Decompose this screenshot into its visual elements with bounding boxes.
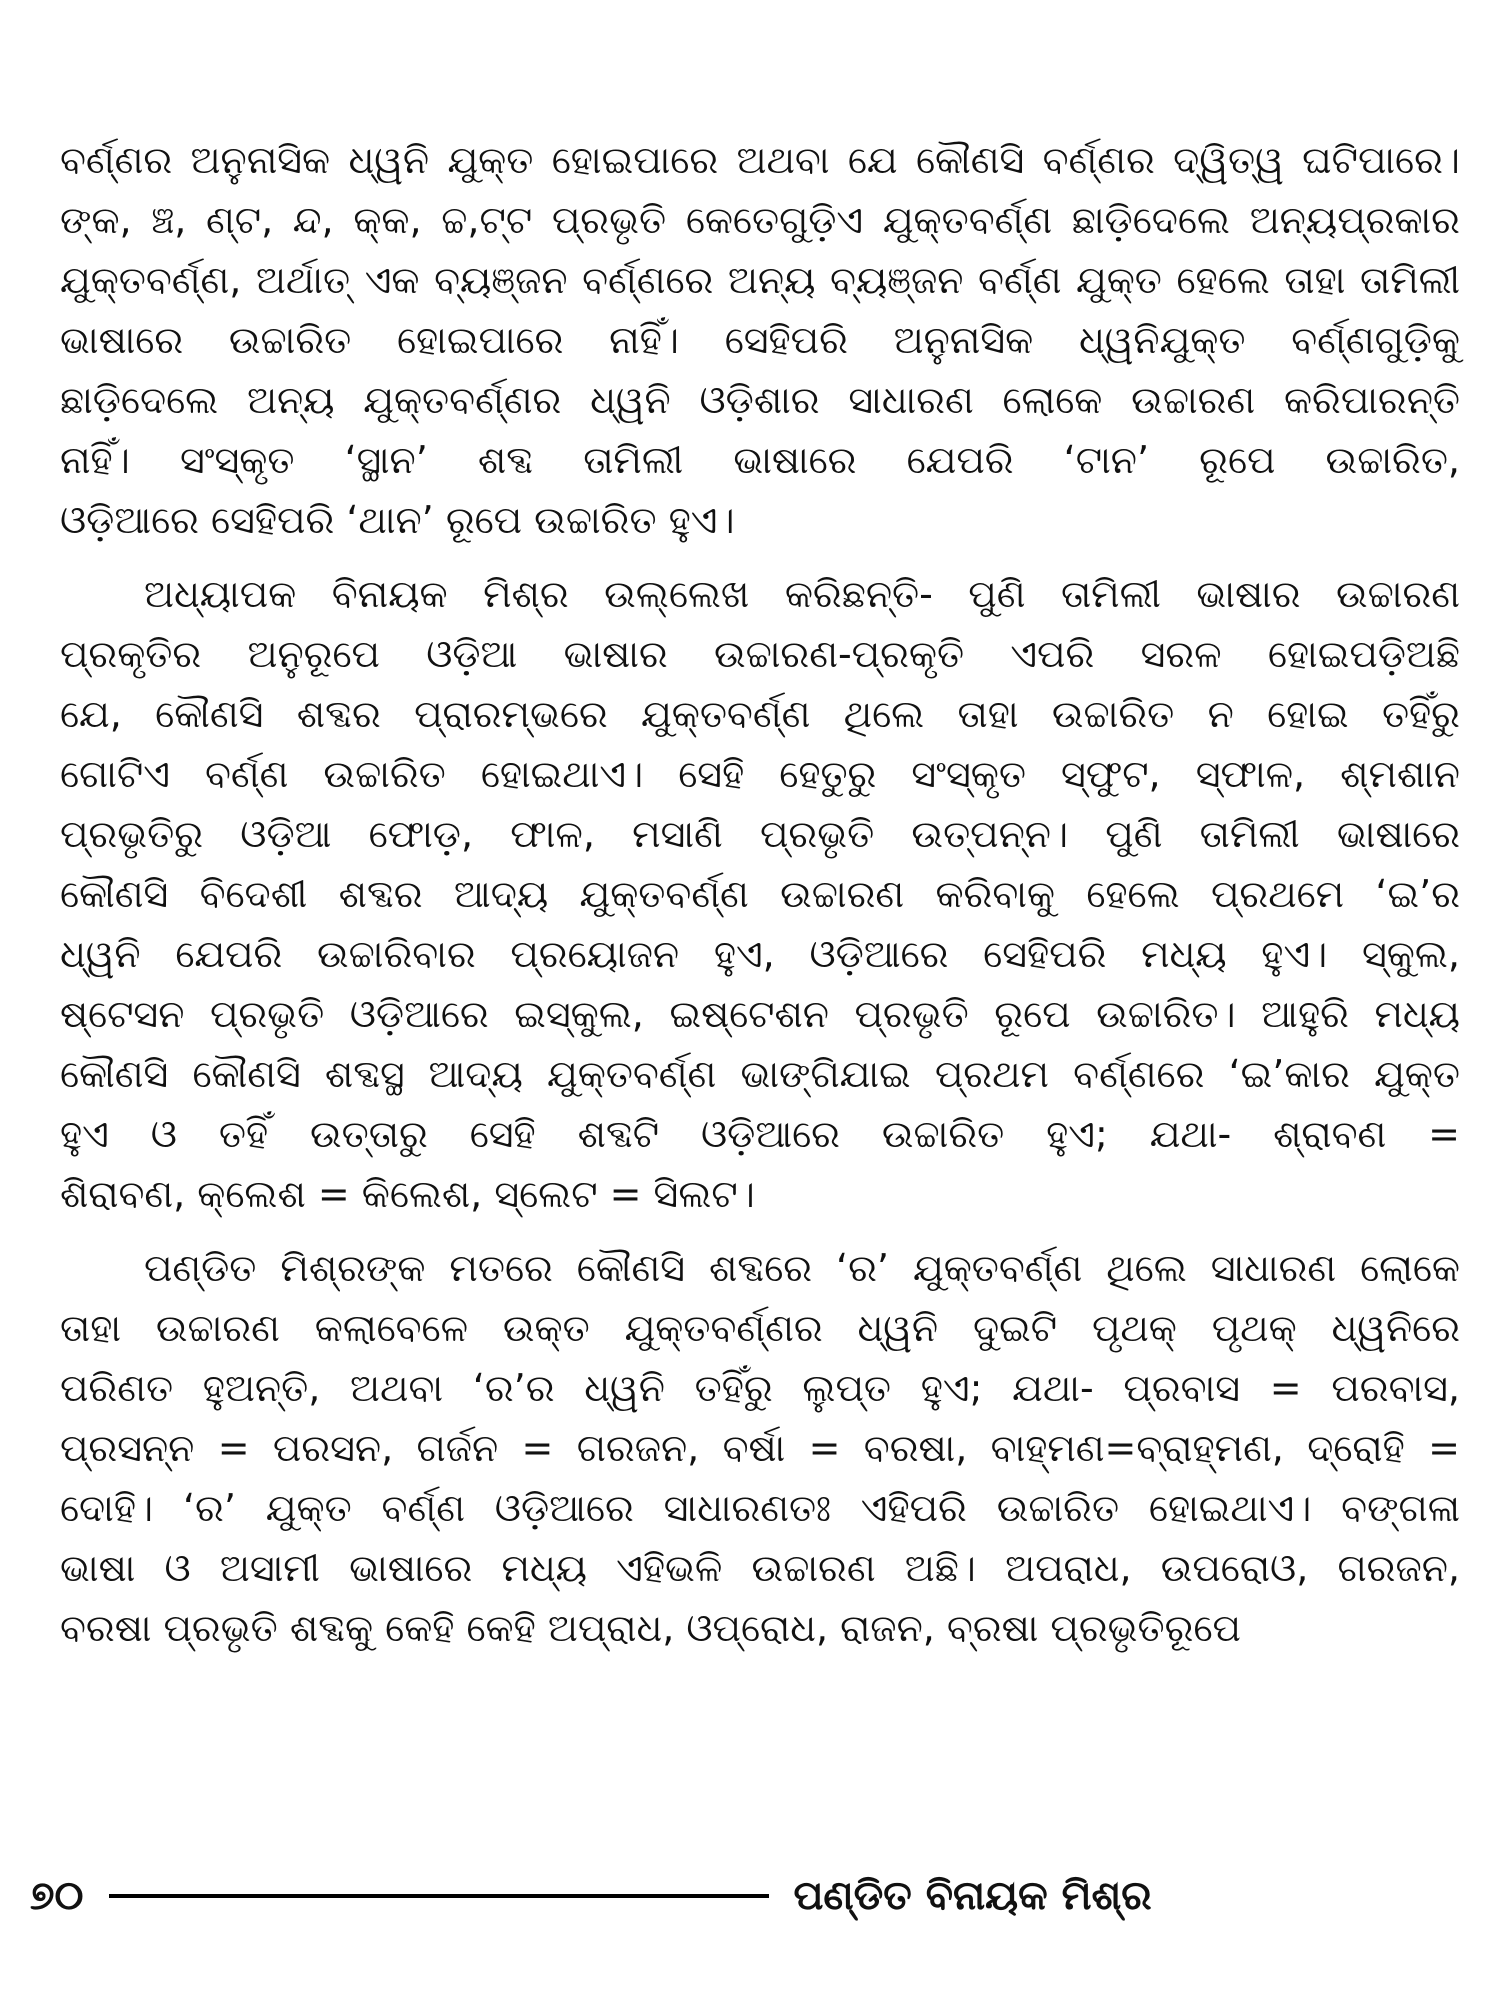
text-line: ଛାଡ଼ିଦେଲେ ଅନ୍ୟ ଯୁକ୍ତବର୍ଣ୍ଣର ଧ୍ୱନି ଓଡ଼ିଶାର ସାଧାରଣ ଲୋକେ ଉଚ୍ଚାରଣ କରିପାରନ୍ତି (60, 378, 1460, 422)
text-line: ପ୍ରସନ୍ନ = ପରସନ, ଗର୍ଜନ = ଗରଜନ, ବର୍ଷା = ବରଷା, ବାହ୍ମଣ=ବ୍ରାହ୍ମଣ, ଦ୍ରୋହି = (60, 1426, 1460, 1470)
text-line: ବରଷା ପ୍ରଭୃତି ଶବ୍ଦକୁ କେହି କେହି ଅପ୍ରାଧ, ଓପ୍ରୋଧ, ରାଜନ, ବ୍ରଷା ପ୍ରଭୃତିରୂପେ (60, 1606, 1241, 1650)
text-line: ନାହିଁ। ସଂସ୍କୃତ ‘ସ୍ଥାନ’ ଶବ୍ଦ ତାମିଲୀ ଭାଷାରେ ଯେପରି ‘ଟାନ’ ରୂପେ ଉଚ୍ଚାରିତ, (60, 438, 1460, 482)
text-line: ଭାଷାରେ ଉଚ୍ଚାରିତ ହୋଇପାରେ ନାହିଁ। ସେହିପରି ଅନୁନାସିକ ଧ୍ୱନିଯୁକ୍ତ ବର୍ଣ୍ଣଗୁଡ଼ିକୁ (60, 318, 1460, 362)
text-line: ଙ୍କ, ଞ୍ଚ, ଣ୍ଟ, ନ୍ଦ, କ୍କ, ଚ୍ଚ,ଟ୍ଟ ପ୍ରଭୃତି କେତେଗୁଡ଼ିଏ ଯୁକ୍ତବର୍ଣ୍ଣ ଛାଡ଼ିଦେଲେ ଅନ୍ୟପ୍ରକାର (60, 198, 1460, 242)
footer-rule (109, 1894, 769, 1898)
text-line: କୌଣସି କୌଣସି ଶବ୍ଦସ୍ଥ ଆଦ୍ୟ ଯୁକ୍ତବର୍ଣ୍ଣ ଭାଙ୍ଗିଯାଇ ପ୍ରଥମ ବର୍ଣ୍ଣରେ ‘ଇ’କାର ଯୁକ୍ତ (60, 1052, 1460, 1096)
text-line: ଓଡ଼ିଆରେ ସେହିପରି ‘ଥାନ’ ରୂପେ ଉଚ୍ଚାରିତ ହୁଏ। (60, 498, 735, 542)
text-line: ପଣ୍ଡିତ ମିଶ୍ରଙ୍କ ମତରେ କୌଣସି ଶବ୍ଦରେ ‘ର’ ଯୁକ୍ତବର୍ଣ୍ଣ ଥିଲେ ସାଧାରଣ ଲୋକେ (144, 1246, 1460, 1290)
paragraph (60, 564, 1460, 1224)
text-line: ଭାଷା ଓ ଅସାମୀ ଭାଷାରେ ମଧ୍ୟ ଏହିଭଳି ଉଚ୍ଚାରଣ ଅଛି। ଅପରାଧ, ଉପରୋଓ, ଗରଜନ, (60, 1546, 1460, 1590)
text-line: ବର୍ଣ୍ଣର ଅନୁନାସିକ ଧ୍ୱନି ଯୁକ୍ତ ହୋଇପାରେ ଅଥବା ଯେ କୌଣସି ବର୍ଣ୍ଣର ଦ୍ୱିତ୍ୱ ଘଟିପାରେ। (60, 138, 1460, 182)
text-line: ପରିଣତ ହୁଅନ୍ତି, ଅଥବା ‘ର’ର ଧ୍ୱନି ତହିଁରୁ ଲୁପ୍ତ ହୁଏ; ଯଥା- ପ୍ରବାସ = ପରବାସ, (60, 1366, 1460, 1410)
text-line: ହୁଏ ଓ ତହିଁ ଉତ୍ତାରୁ ସେହି ଶବ୍ଦଟି ଓଡ଼ିଆରେ ଉଚ୍ଚାରିତ ହୁଏ; ଯଥା- ଶ୍ରାବଣ = (60, 1112, 1460, 1156)
text-line: କୌଣସି ବିଦେଶୀ ଶବ୍ଦର ଆଦ୍ୟ ଯୁକ୍ତବର୍ଣ୍ଣ ଉଚ୍ଚାରଣ କରିବାକୁ ହେଲେ ପ୍ରଥମେ ‘ଇ’ର (60, 872, 1460, 916)
text-line: ତାହା ଉଚ୍ଚାରଣ କଲାବେଳେ ଉକ୍ତ ଯୁକ୍ତବର୍ଣ୍ଣର ଧ୍ୱନି ଦୁଇଟି ପୃଥକ୍ ପୃଥକ୍ ଧ୍ୱନିରେ (60, 1306, 1460, 1350)
text-line: ଶିରାବଣ, କ୍ଲେଶ = କିଲେଶ, ସ୍ଲେଟ = ସିଲଟ। (60, 1172, 755, 1216)
page-number: ୭୦ (30, 1873, 84, 1919)
text-line: ଅଧ୍ୟାପକ ବିନାୟକ ମିଶ୍ର ଉଲ୍ଲେଖ କରିଛନ୍ତି- ପୁଣି ତାମିଲୀ ଭାଷାର ଉଚ୍ଚାରଣ (144, 572, 1460, 616)
page-footer (30, 1866, 1210, 1926)
text-line: ଯେ, କୌଣସି ଶବ୍ଦର ପ୍ରାରମ୍ଭରେ ଯୁକ୍ତବର୍ଣ୍ଣ ଥିଲେ ତାହା ଉଚ୍ଚାରିତ ନ ହୋଇ ତହିଁରୁ (60, 692, 1460, 736)
running-title: ପଣ୍ଡିତ ବିନାୟକ ମିଶ୍ର (793, 1873, 1152, 1919)
text-line: ଦୋହି। ‘ର’ ଯୁକ୍ତ ବର୍ଣ୍ଣ ଓଡ଼ିଆରେ ସାଧାରଣତଃ ଏହିପରି ଉଚ୍ଚାରିତ ହୋଇଥାଏ। ବଙ୍ଗଳା (60, 1486, 1460, 1530)
text-line: ଷ୍ଟେସନ ପ୍ରଭୃତି ଓଡ଼ିଆରେ ଇସ୍କୁଲ, ଇଷ୍ଟେଶନ ପ୍ରଭୃତି ରୂପେ ଉଚ୍ଚାରିତ। ଆହୁରି ମଧ୍ୟ (60, 992, 1460, 1036)
paragraph (60, 130, 1460, 550)
text-line: ଗୋଟିଏ ବର୍ଣ୍ଣ ଉଚ୍ଚାରିତ ହୋଇଥାଏ। ସେହି ହେତୁରୁ ସଂସ୍କୃତ ସ୍ଫୁଟ, ସ୍ଫାଳ, ଶ୍ମଶାନ (60, 752, 1460, 796)
text-line: ଧ୍ୱନି ଯେପରି ଉଚ୍ଚାରିବାର ପ୍ରୟୋଜନ ହୁଏ, ଓଡ଼ିଆରେ ସେହିପରି ମଧ୍ୟ ହୁଏ। ସ୍କୁଲ, (60, 932, 1460, 976)
text-line: ଯୁକ୍ତବର୍ଣ୍ଣ, ଅର୍ଥାତ୍ ଏକ ବ୍ୟଞ୍ଜନ ବର୍ଣ୍ଣରେ ଅନ୍ୟ ବ୍ୟଞ୍ଜନ ବର୍ଣ୍ଣ ଯୁକ୍ତ ହେଲେ ତାହା ତାମିଲୀ (60, 258, 1460, 302)
body-text (60, 130, 1460, 1658)
text-line: ପ୍ରକୃତିର ଅନୁରୂପେ ଓଡ଼ିଆ ଭାଷାର ଉଚ୍ଚାରଣ-ପ୍ରକୃତି ଏପରି ସରଳ ହୋଇପଡ଼ିଅଛି (60, 632, 1460, 676)
paragraph (60, 1238, 1460, 1658)
text-line: ପ୍ରଭୃତିରୁ ଓଡ଼ିଆ ଫୋଡ଼, ଫାଳ, ମସାଣି ପ୍ରଭୃତି ଉତ୍ପନ୍ନ। ପୁଣି ତାମିଲୀ ଭାଷାରେ (60, 812, 1460, 856)
